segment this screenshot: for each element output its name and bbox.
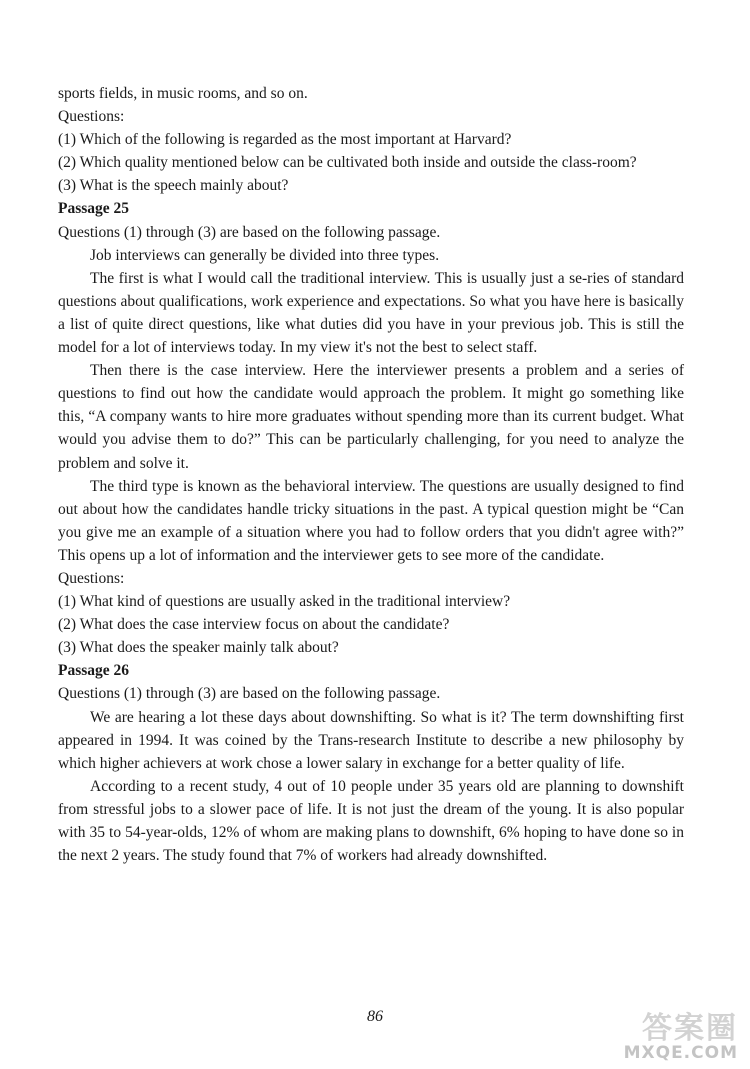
paragraph: (2) What does the case interview focus on about the candidate? (58, 616, 450, 634)
paragraph: Job interviews can generally be divided into three types. (90, 246, 440, 264)
paragraph: (2) Which quality mentioned below can be cultivated both inside and outside the class-room? (58, 154, 637, 172)
watermark-bottom: MXQE.COM (623, 1043, 738, 1063)
paragraph: (1) What kind of questions are usually asked in the traditional interview? (58, 593, 511, 611)
passage-heading: Passage 26 (58, 662, 130, 680)
paragraph: (3) What does the speaker mainly talk about? (58, 639, 339, 657)
passage-heading: Passage 25 (58, 200, 130, 218)
paragraph: The first is what I would call the traditional interview. This is usually just a se-ries of standard questions about qualifications, work experience and expectations. So what you have here is basically a list of quite direct questions, like what duties did you have in your previous job. This is still the model for a lot of interviews today. In my view it's not the best to select staff. (58, 269, 684, 357)
paragraph: (3) What is the speech mainly about? (58, 177, 289, 195)
paragraph: The third type is known as the behavioral interview. The questions are usually designed to find out about how the candidates handle tricky situations in the past. A typical question might be “Can you give me an example of a situation where you had to follow orders that you didn't agree with?” This opens up a lot of information and the interviewer gets to see more of the candidate. (58, 477, 684, 564)
paragraph: sports fields, in music rooms, and so on. (58, 85, 308, 102)
paragraph: Questions: (58, 569, 125, 587)
watermark-logo (594, 1003, 742, 1063)
page-number: 86 (367, 1008, 383, 1025)
page-body (58, 82, 684, 867)
paragraph: Then there is the case interview. Here the interviewer presents a problem and a series of questions to find out how the candidate would approach the problem. It might go something like this, “A company wants to hire more graduates without spending more than its current budget. What would you advise them to do?” This can be particularly challenging, for you need to analyze the problem and solve it. (58, 362, 684, 472)
paragraph: According to a recent study, 4 out of 10 people under 35 years old are planning to downshift from stressful jobs to a slower pace of life. It is not just the dream of the young. It is also popular with 35 to 54-year-olds, 12% of whom are making plans to downshift, 6% hoping to have done so in the next 2 years. The study found that 7% of workers had already downshifted. (58, 777, 684, 865)
paragraph: We are hearing a lot these days about downshifting. So what is it? The term downshifting first appeared in 1994. It was coined by the Trans-research Institute to describe a new philosophy by which higher achievers at work chose a lower salary in exchange for a better quality of life. (58, 708, 684, 772)
watermark-top: 答案圈 (642, 1011, 738, 1046)
paragraph: (1) Which of the following is regarded as the most important at Harvard? (58, 131, 512, 149)
paragraph: Questions (1) through (3) are based on the following passage. (58, 223, 441, 241)
paragraph: Questions (1) through (3) are based on the following passage. (58, 685, 441, 703)
paragraph: Questions: (58, 108, 125, 126)
